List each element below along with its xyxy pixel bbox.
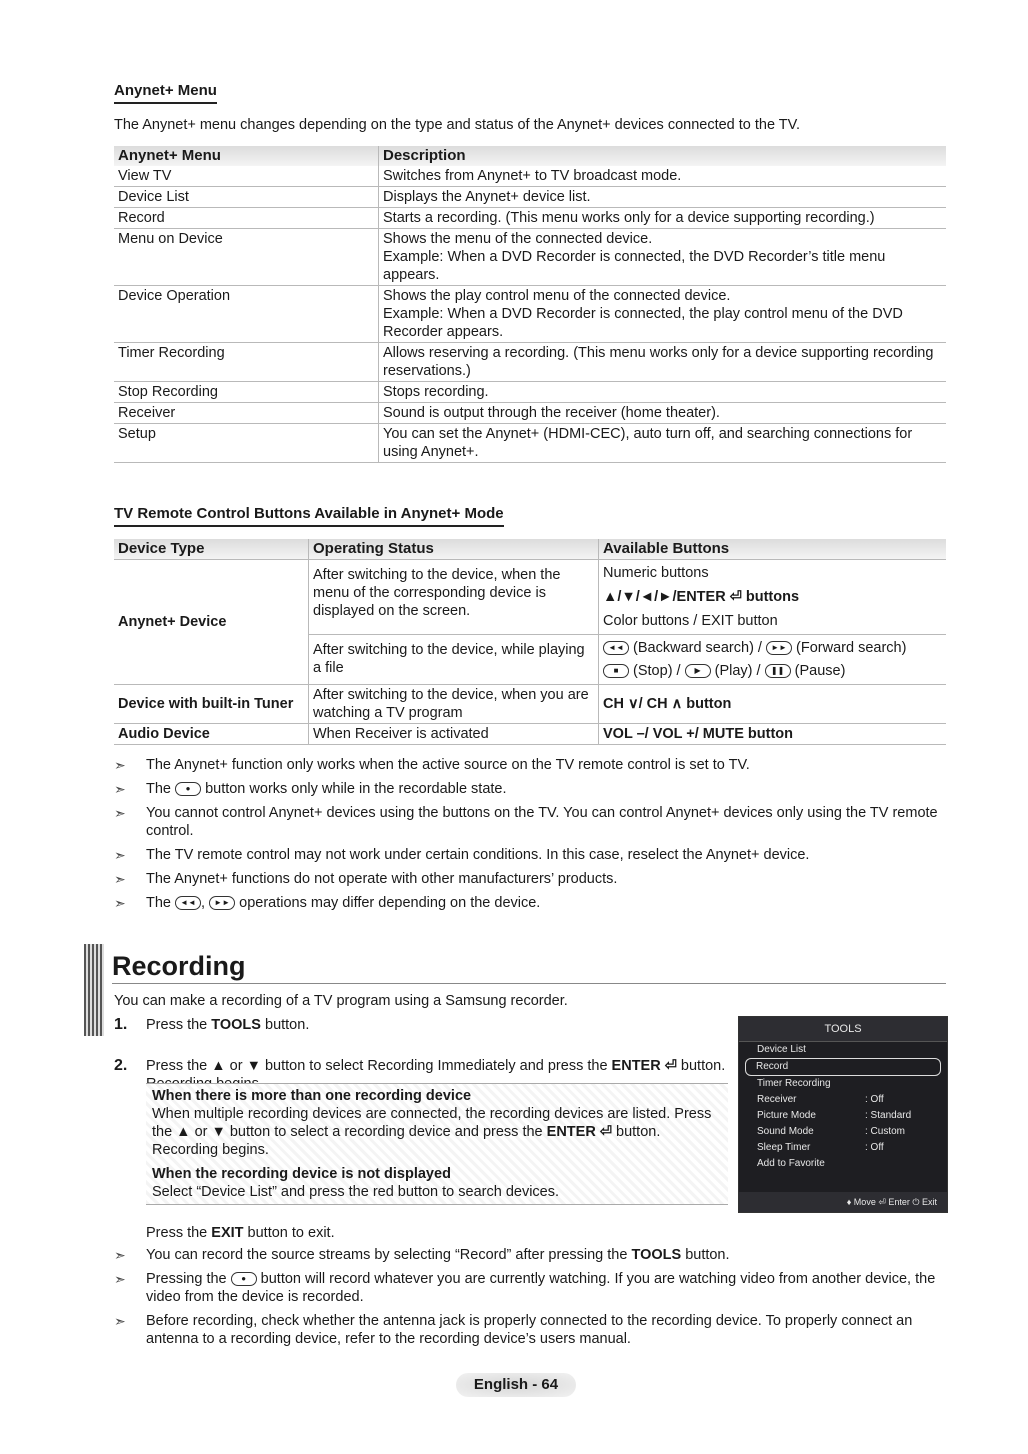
- note-item: [114, 1270, 946, 1306]
- note-text: Before recording, check whether the antenna jack is properly connected to the recording device. To properly connect an antenna to a recording device, refer to the recording device’s users manual.: [146, 1313, 913, 1347]
- device-type-cell: Audio Device: [114, 724, 309, 745]
- box-key: ENTER ⏎: [546, 1124, 612, 1140]
- table-row: [114, 208, 946, 229]
- column-header: Available Buttons: [599, 539, 947, 560]
- note-arrow-icon: ➣: [114, 805, 126, 821]
- status-cell: After switching to the device, while playing a file: [309, 635, 599, 685]
- menu-cell: Device Operation: [114, 286, 379, 343]
- forward-search-icon: ►►: [766, 641, 792, 655]
- status-cell: After switching to the device, when the menu of the corresponding device is displayed on the screen.: [309, 560, 599, 635]
- recording-notes: [114, 1246, 946, 1348]
- tools-menu-item[interactable]: [739, 1042, 947, 1058]
- buttons-cell: CH ∨/ CH ∧ button: [599, 685, 947, 724]
- recording-title: Recording: [112, 951, 246, 981]
- buttons-line: Color buttons / EXIT button: [603, 613, 778, 629]
- menu-cell: Setup: [114, 424, 379, 463]
- step-number: 1.: [114, 1016, 128, 1033]
- buttons-cell: [599, 560, 947, 635]
- tools-menu-item[interactable]: [739, 1092, 947, 1108]
- column-header: Description: [379, 146, 947, 166]
- desc-cell: Switches from Anynet+ to TV broadcast mode.: [379, 166, 947, 187]
- buttons-line: Numeric buttons: [603, 565, 709, 581]
- tools-menu-item-selected[interactable]: [745, 1058, 941, 1076]
- status-cell: When Receiver is activated: [309, 724, 599, 745]
- note-item: [114, 1246, 946, 1264]
- stop-label: (Stop) /: [633, 663, 681, 679]
- column-header: Anynet+ Menu: [114, 146, 379, 166]
- note-text: The Anynet+ function only works when the active source on the TV remote control is set to TV.: [146, 757, 750, 773]
- table-row: [114, 403, 946, 424]
- column-header: Operating Status: [309, 539, 599, 560]
- note-text: button works only while in the recordable state.: [205, 781, 507, 797]
- box-heading: When there is more than one recording device: [152, 1088, 472, 1104]
- tools-menu-footer: ♦ Move ⏎ Enter ⏻ Exit: [739, 1192, 947, 1212]
- item-label: Timer Recording: [757, 1078, 831, 1089]
- note-arrow-icon: ➣: [114, 781, 126, 797]
- page-number-badge: English - 64: [456, 1373, 576, 1397]
- step-key: ENTER ⏎: [611, 1058, 677, 1074]
- note-item: ➣ The ◄◄ , ►► operations may differ depending on the device.: [114, 895, 541, 911]
- tools-menu-item[interactable]: [739, 1156, 947, 1172]
- table-header-row: [114, 539, 946, 560]
- note-arrow-icon: ➣: [114, 895, 126, 911]
- tools-menu-item[interactable]: [739, 1076, 947, 1092]
- table-row: [114, 229, 946, 286]
- recording-intro: You can make a recording of a TV program using a Samsung recorder.: [114, 993, 568, 1009]
- note-text: The: [146, 895, 171, 911]
- note-arrow-icon: ➣: [114, 1247, 126, 1263]
- backward-label: (Backward search) /: [633, 640, 762, 656]
- item-label: Picture Mode: [757, 1110, 816, 1121]
- step-text: Press the ▲ or ▼ button to select Recording Immediately and press the: [146, 1058, 608, 1074]
- note-item: [114, 846, 946, 864]
- item-label: Sleep Timer: [757, 1142, 811, 1153]
- box-text: Select “Device List” and press the red button to search devices.: [152, 1184, 560, 1200]
- tools-menu-title: TOOLS: [739, 1017, 947, 1042]
- table-row: [114, 286, 946, 343]
- desc-cell: You can set the Anynet+ (HDMI-CEC), auto turn off, and searching connections for using Anynet+.: [379, 424, 947, 463]
- record-button-icon: ●: [231, 1272, 257, 1286]
- buttons-cell: [599, 635, 947, 685]
- item-label: Device List: [757, 1044, 806, 1055]
- note-key: TOOLS: [631, 1247, 682, 1263]
- anynet-menu-title: Anynet+ Menu: [114, 82, 217, 104]
- tools-menu-item[interactable]: [739, 1108, 947, 1124]
- table-row: [114, 187, 946, 208]
- info-box: [146, 1083, 728, 1205]
- box-heading: When the recording device is not displayed: [152, 1166, 451, 1182]
- table-row: [114, 343, 946, 382]
- column-header: Device Type: [114, 539, 309, 560]
- record-button-icon: ●: [175, 782, 201, 796]
- forward-search-icon: ►►: [209, 896, 235, 910]
- step-text: Press the: [146, 1017, 208, 1033]
- menu-cell: Record: [114, 208, 379, 229]
- menu-cell: Receiver: [114, 403, 379, 424]
- buttons-line: [603, 637, 942, 660]
- anynet-notes: [114, 756, 946, 912]
- desc-cell: Starts a recording. (This menu works only for a device supporting recording.): [379, 208, 947, 229]
- forward-label: (Forward search): [796, 640, 907, 656]
- note-item: [114, 780, 946, 798]
- note-item: [114, 756, 946, 774]
- anynet-menu-table: [114, 146, 946, 463]
- item-label: Receiver: [757, 1094, 797, 1105]
- desc-cell: Shows the play control menu of the connected device. Example: When a DVD Recorder is connected, the play control menu of the DVD Recorder appears.: [379, 286, 947, 343]
- desc-cell: Displays the Anynet+ device list.: [379, 187, 947, 208]
- menu-cell: Stop Recording: [114, 382, 379, 403]
- box-text: [152, 1105, 722, 1159]
- item-label: Record: [756, 1061, 789, 1072]
- note-arrow-icon: ➣: [114, 847, 126, 863]
- table-row: [114, 685, 946, 724]
- backward-search-icon: ◄◄: [603, 641, 629, 655]
- table-row: [114, 724, 946, 745]
- buttons-line: ▲/▼/◄/►/ENTER ⏎ buttons: [603, 589, 800, 605]
- note-arrow-icon: ➣: [114, 1271, 126, 1287]
- note-text: You can record the source streams by selecting “Record” after pressing the: [146, 1247, 628, 1263]
- device-type-cell: Anynet+ Device: [114, 560, 309, 685]
- buttons-line: [603, 660, 942, 683]
- note-text: You cannot control Anynet+ devices using the buttons on the TV. You can control Anynet+ devices only using the TV remote control.: [146, 805, 938, 839]
- item-label: Add to Favorite: [757, 1158, 825, 1169]
- note-text: Pressing the: [146, 1271, 227, 1287]
- note-text: button.: [685, 1247, 730, 1263]
- note-arrow-icon: ➣: [114, 757, 126, 773]
- backward-search-icon: ◄◄: [175, 896, 201, 910]
- tools-menu-item[interactable]: [739, 1124, 947, 1140]
- table-header-row: [114, 146, 946, 166]
- pause-label: (Pause): [794, 663, 846, 679]
- step-text: button.: [680, 1058, 726, 1074]
- desc-cell: Allows reserving a recording. (This menu works only for a device supporting recording reservations.): [379, 343, 947, 382]
- step-text: button.: [265, 1017, 310, 1033]
- exit-key: EXIT: [211, 1225, 244, 1241]
- note-text: The TV remote control may not work under certain conditions. In this case, reselect the Anynet+ device.: [146, 847, 810, 863]
- anynet-menu-intro: The Anynet+ menu changes depending on the type and status of the Anynet+ devices connected to the TV.: [114, 117, 801, 133]
- desc-cell: Shows the menu of the connected device. Example: When a DVD Recorder is connected, the DVD Recorder’s title menu appears.: [379, 229, 947, 286]
- pause-icon: ❚❚: [765, 664, 791, 678]
- desc-cell: Stops recording.: [379, 382, 947, 403]
- device-type-cell: Device with built-in Tuner: [114, 685, 309, 724]
- tools-menu-screenshot: [738, 1016, 948, 1213]
- note-item: [114, 870, 946, 888]
- remote-buttons-title: TV Remote Control Buttons Available in Anynet+ Mode: [114, 505, 504, 527]
- status-cell: After switching to the device, when you are watching a TV program: [309, 685, 599, 724]
- play-label: (Play) /: [714, 663, 761, 679]
- title-divider: [112, 983, 946, 984]
- section-marker-bar: [84, 944, 104, 1036]
- note-item: [114, 1312, 946, 1348]
- item-value: : Standard: [865, 1110, 912, 1121]
- note-text: button will record whatever you are currently watching. If you are watching video from another device, the video from the device is recorded.: [146, 1271, 936, 1305]
- exit-text: button to exit.: [247, 1225, 335, 1241]
- menu-cell: Timer Recording: [114, 343, 379, 382]
- note-text: The: [146, 781, 171, 797]
- menu-cell: View TV: [114, 166, 379, 187]
- stop-icon: ■: [603, 664, 629, 678]
- note-text: operations may differ depending on the device.: [239, 895, 541, 911]
- item-value: : Custom: [865, 1126, 906, 1137]
- note-text: The Anynet+ functions do not operate with other manufacturers’ products.: [146, 871, 618, 887]
- table-row: [114, 560, 946, 635]
- menu-cell: Device List: [114, 187, 379, 208]
- remote-buttons-table: [114, 539, 946, 745]
- buttons-cell: VOL –/ VOL +/ MUTE button: [599, 724, 947, 745]
- exit-text: Press the: [146, 1225, 208, 1241]
- item-value: : Off: [865, 1142, 884, 1153]
- box-text-part: button. Recording begins.: [152, 1124, 661, 1158]
- table-row: [114, 382, 946, 403]
- step-number: 2.: [114, 1057, 128, 1074]
- note-arrow-icon: ➣: [114, 871, 126, 887]
- desc-cell: Sound is output through the receiver (home theater).: [379, 403, 947, 424]
- step-key: TOOLS: [211, 1017, 261, 1033]
- box-text-part: When multiple recording devices are connected, the recording devices are listed. Press the ▲ or ▼ button to select a recording device and press the: [152, 1106, 712, 1140]
- exit-instruction: [146, 1224, 335, 1242]
- item-value: : Off: [865, 1094, 884, 1105]
- table-row: [114, 166, 946, 187]
- note-arrow-icon: ➣: [114, 1313, 126, 1329]
- play-icon: ▶: [685, 664, 711, 678]
- tools-menu-item[interactable]: [739, 1140, 947, 1156]
- menu-cell: Menu on Device: [114, 229, 379, 286]
- note-item: [114, 804, 946, 840]
- step-1: [114, 1016, 746, 1034]
- table-row: [114, 424, 946, 463]
- item-label: Sound Mode: [757, 1126, 814, 1137]
